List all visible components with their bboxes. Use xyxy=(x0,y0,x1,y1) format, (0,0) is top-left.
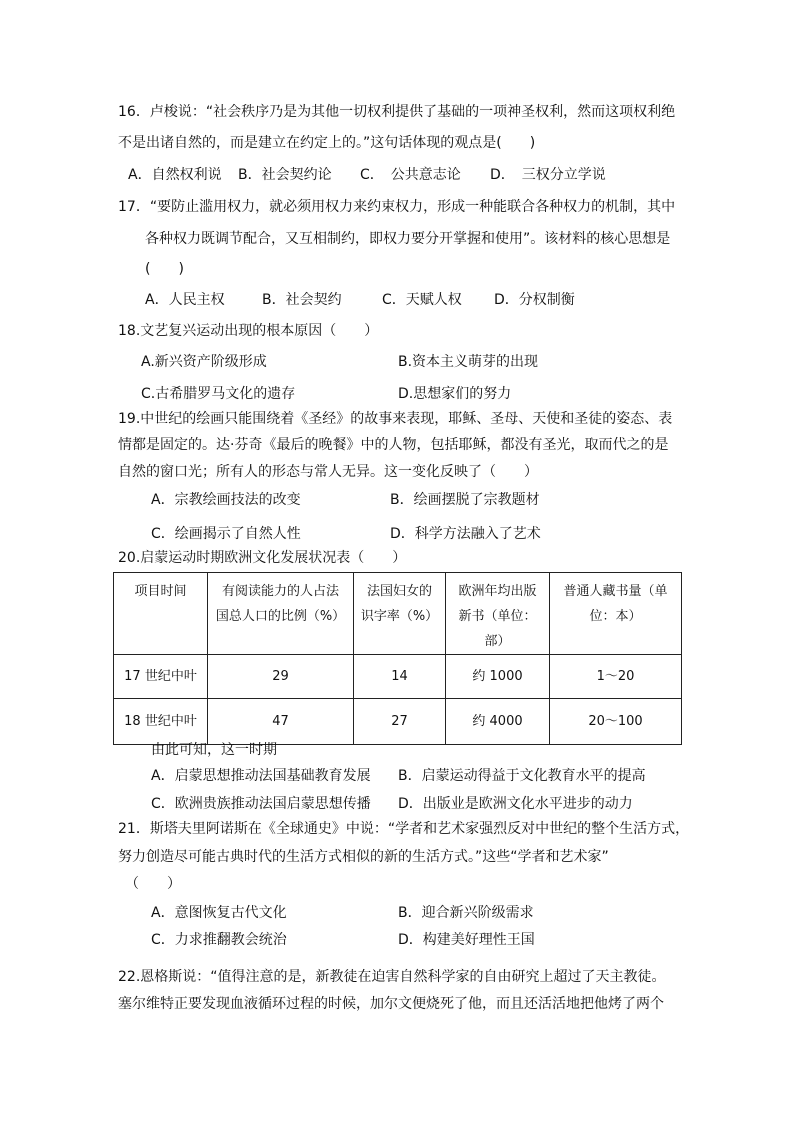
q17-option-a: A．人民主权 xyxy=(145,292,225,308)
table-cell: 47 xyxy=(208,699,354,745)
q17-option-c: C．天赋人权 xyxy=(382,292,462,308)
header-cell: 普通人藏书量（单 位：本） xyxy=(550,573,682,655)
q21-line-3: （ ） xyxy=(125,876,181,892)
q16-line-2: 不是出诸自然的，而是建立在约定上的。”这句话体现的观点是( ) xyxy=(118,135,536,151)
q21-option-d: D．构建美好理性王国 xyxy=(398,932,535,948)
q21-option-a: A．意图恢复古代文化 xyxy=(151,905,287,921)
q19-option-c: C．绘画揭示了自然人性 xyxy=(151,526,301,542)
q19-option-b: B．绘画摆脱了宗教题材 xyxy=(390,492,540,508)
q17-option-b: B．社会契约 xyxy=(262,292,342,308)
q20-option-d: D．出版业是欧洲文化水平进步的动力 xyxy=(398,796,633,812)
q17-option-d: D．分权制衡 xyxy=(494,292,575,308)
q19-line-3: 自然的窗口光；所有人的形态与常人无异。这一变化反映了（ ） xyxy=(118,464,538,480)
q16-option-b: B．社会契约论 xyxy=(238,167,332,183)
table-cell: 1～20 xyxy=(550,655,682,699)
q20-option-a: A．启蒙思想推动法国基础教育发展 xyxy=(151,768,371,784)
q20-option-c: C．欧洲贵族推动法国启蒙思想传播 xyxy=(151,796,371,812)
table-row xyxy=(114,655,682,699)
table-header-row xyxy=(114,573,682,655)
header-cell: 有阅读能力的人占法 国总人口的比例（%） xyxy=(208,573,354,655)
q20-option-b: B．启蒙运动得益于文化教育水平的提高 xyxy=(398,768,646,784)
q18-line-1: 18.文艺复兴运动出现的根本原因（ ） xyxy=(118,323,379,339)
q22-line-2: 塞尔维特正要发现血液循环过程的时候，加尔文便烧死了他，而且还活活地把他烤了两个 xyxy=(118,996,664,1012)
q16-option-c: C． 公共意志论 xyxy=(360,167,461,183)
q19-option-d: D．科学方法融入了艺术 xyxy=(390,526,541,542)
table-row xyxy=(114,699,682,745)
q17-line-1: 17．“要防止滥用权力，就必须用权力来约束权力，形成一种能联合各种权力的机制，其中 xyxy=(118,199,676,215)
table-cell: 17 世纪中叶 xyxy=(114,655,208,699)
q16-option-a: A．自然权利说 xyxy=(128,167,222,183)
header-cell: 项目时间 xyxy=(114,573,208,655)
q18-option-c: C.古希腊罗马文化的遗存 xyxy=(141,386,296,402)
q17-line-3: ( ) xyxy=(145,261,184,277)
q18-option-b: B.资本主义萌芽的出现 xyxy=(398,354,539,370)
q21-line-2: 努力创造尽可能古典时代的生活方式相似的新的生活方式。”这些“学者和艺术家” xyxy=(118,849,609,865)
q22-line-1: 22.恩格斯说：“值得注意的是，新教徒在迫害自然科学家的自由研究上超过了天主教徒。 xyxy=(118,969,666,985)
q18-option-d: D.思想家们的努力 xyxy=(398,386,512,402)
header-cell: 法国妇女的 识字率（%） xyxy=(354,573,446,655)
q17-line-2: 各种权力既调节配合，又互相制约，即权力要分开掌握和使用”。该材料的核心思想是 xyxy=(145,231,671,247)
q21-line-1: 21．斯塔夫里阿诺斯在《全球通史》中说：“学者和艺术家强烈反对中世纪的整个生活方式， xyxy=(118,821,690,837)
q21-option-c: C．力求推翻教会统治 xyxy=(151,932,287,948)
culture-table xyxy=(113,572,682,745)
q16-line-1: 16．卢梭说：“社会秩序乃是为其他一切权利提供了基础的一项神圣权利，然而这项权利绝 xyxy=(118,104,676,120)
table-cell: 27 xyxy=(354,699,446,745)
table-cell: 20～100 xyxy=(550,699,682,745)
q16-option-d: D． 三权分立学说 xyxy=(490,167,606,183)
q21-option-b: B．迎合新兴阶级需求 xyxy=(398,905,534,921)
header-cell: 欧洲年均出版 新书（单位：部） xyxy=(446,573,550,655)
table-cell: 18 世纪中叶 xyxy=(114,699,208,745)
table-cell: 约 1000 xyxy=(446,655,550,699)
q19-line-1: 19.中世纪的绘画只能围绕着《圣经》的故事来表现，耶稣、圣母、天使和圣徒的姿态、表 xyxy=(118,411,673,427)
q18-option-a: A.新兴资产阶级形成 xyxy=(141,354,267,370)
q20-line-1: 20.启蒙运动时期欧洲文化发展状况表（ ） xyxy=(118,550,407,566)
q20-after-text: 由此可知，这一时期 xyxy=(151,742,277,758)
q19-line-2: 情都是固定的。达·芬奇《最后的晚餐》中的人物，包括耶稣，都没有圣光，取而代之的是 xyxy=(118,437,669,453)
table-cell: 29 xyxy=(208,655,354,699)
table-cell: 14 xyxy=(354,655,446,699)
q19-option-a: A．宗教绘画技法的改变 xyxy=(151,492,301,508)
table-cell: 约 4000 xyxy=(446,699,550,745)
